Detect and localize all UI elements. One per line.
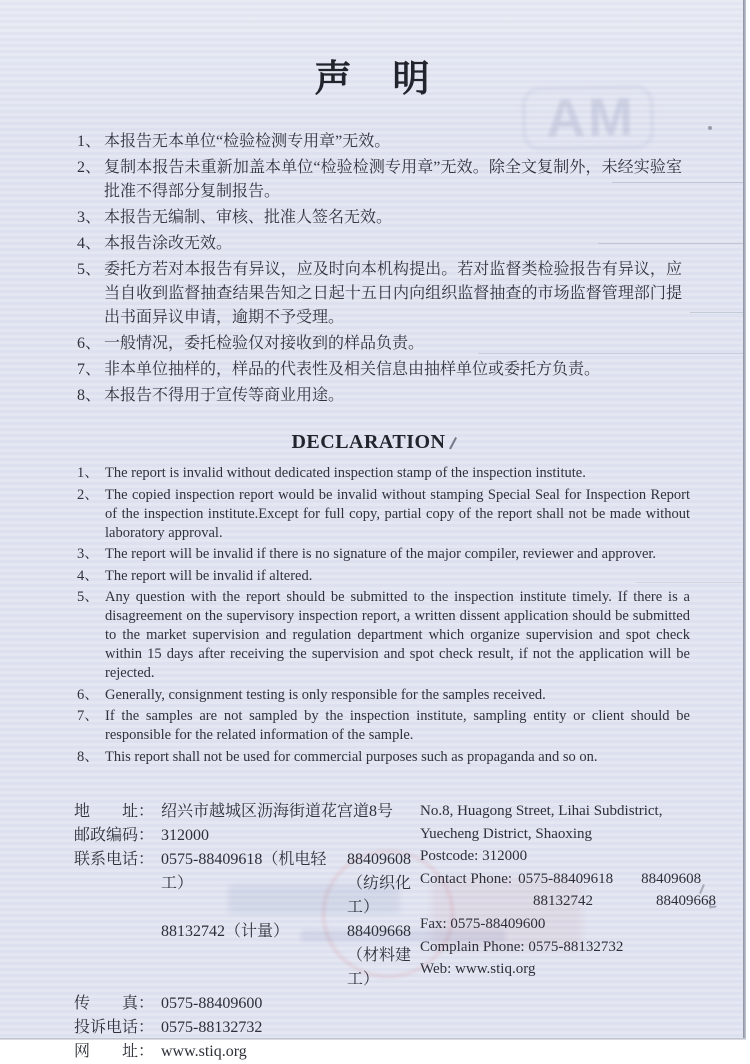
- item-text: 非本单位抽样的，样品的代表性及相关信息由抽样单位或委托方负责。: [104, 361, 601, 378]
- fax-label-cn: 传 真：: [74, 995, 155, 1012]
- postcode-value-cn: 312000: [161, 827, 209, 844]
- phone-label-en: Contact Phone:: [420, 870, 513, 887]
- scan-edge-bottom: [0, 1038, 746, 1040]
- fax-row-cn: [74, 992, 420, 1016]
- declaration-list-cn: [0, 130, 746, 408]
- phone-3-en: 88132742: [533, 893, 593, 910]
- item-number: 4、: [77, 567, 99, 584]
- item-text: 复制本报告未重新加盖本单位“检验检测专用章”无效。除全文复制外，未经实验室批准不得部分复制报告。: [104, 159, 682, 200]
- complaint-row-cn: [74, 1016, 420, 1040]
- phone-line-1: [161, 848, 420, 920]
- item-text: 委托方若对本报告有异议，应及时向本机构提出。若对监督类检验报告有异议，应当自收到监督抽查结果告知之日起十五日内向组织监督抽查的市场监督管理部门提出书面异议申请，逾期不予受理。: [104, 261, 682, 326]
- item-number: 8、: [77, 748, 99, 765]
- item-number: 6、: [77, 335, 102, 352]
- en-item-1: [77, 464, 690, 483]
- en-item-7: [77, 707, 690, 745]
- address-value-cn: 绍兴市越城区沥海街道花宫道8号: [161, 803, 394, 820]
- declaration-title-cn: 声 明: [314, 59, 432, 100]
- item-text: 本报告无本单位“检验检测专用章”无效。: [104, 133, 391, 150]
- en-item-5: [77, 588, 690, 683]
- declaration-title-en-text: DECLARATION: [291, 431, 446, 453]
- item-text: Generally, consignment testing is only responsible for the samples received.: [105, 686, 546, 703]
- phone-label-cn: 联系电话：: [74, 851, 155, 868]
- item-text: The report will be invalid if altered.: [105, 567, 313, 584]
- phone-4-en: 88409668: [656, 893, 716, 910]
- phone-material-constr: 88409668（材料建工）: [347, 923, 412, 988]
- phone-row-cn: [74, 848, 420, 992]
- phone-textile-chem: 88409608（纺织化工）: [347, 851, 412, 916]
- phone-mech-light: 0575-88409618（机电轻工）: [161, 851, 327, 892]
- declaration-title-en: [0, 430, 746, 454]
- contact-block-cn: [74, 800, 420, 1064]
- item-number: 6、: [77, 686, 99, 703]
- pen-mark: [449, 437, 457, 449]
- item-number: 1、: [77, 465, 99, 481]
- en-item-2: [77, 486, 690, 543]
- cn-item-3: [77, 206, 682, 230]
- address-row-cn: [74, 800, 420, 824]
- item-number: 8、: [77, 387, 102, 404]
- phone-1-en: 0575-88409618: [518, 870, 614, 887]
- en-item-8: [77, 748, 690, 767]
- phone-grid-cn: [161, 848, 420, 992]
- en-item-3: [77, 545, 690, 564]
- cn-item-1: [77, 130, 682, 154]
- item-text: 本报告不得用于宣传等商业用途。: [104, 387, 345, 404]
- item-number: 2、: [77, 486, 99, 503]
- web-en: Web: www.stiq.org: [420, 961, 536, 978]
- en-item-4: [77, 567, 690, 586]
- contact-block-en: [420, 800, 746, 1064]
- web-row-cn: [74, 1040, 420, 1064]
- item-text: If the samples are not sampled by the inspection institute, sampling entity or client should be responsible for the related information of the sample.: [105, 708, 690, 743]
- address-label-cn: 地 址：: [74, 803, 155, 820]
- item-number: 7、: [77, 708, 99, 724]
- item-number: 3、: [77, 209, 102, 226]
- phone-line-1-en: [420, 868, 746, 891]
- contact-footer: [0, 800, 746, 1064]
- item-text: The copied inspection report would be invalid without stamping Special Seal for Inspection Report of the inspection institute.Except for full copy, partial copy of the report shall not be made without laboratory approval.: [105, 486, 690, 541]
- item-number: 2、: [77, 159, 102, 176]
- complaint-value-cn: 0575-88132732: [161, 1019, 263, 1036]
- address-line2-en: Yuecheng District, Shaoxing: [420, 825, 593, 842]
- item-text: 一般情况，委托检验仅对接收到的样品负责。: [104, 335, 425, 352]
- scan-artifact-line: [690, 312, 744, 313]
- cn-item-6: [77, 332, 682, 356]
- web-label-cn: 网 址：: [74, 1043, 155, 1060]
- postcode-en: Postcode: 312000: [420, 848, 528, 865]
- item-number: 5、: [77, 589, 99, 605]
- item-text: 本报告涂改无效。: [104, 235, 233, 252]
- item-number: 5、: [77, 261, 102, 278]
- en-item-6: [77, 686, 690, 705]
- item-number: 1、: [77, 133, 102, 150]
- cn-item-7: [77, 358, 682, 382]
- cn-item-5: [77, 258, 682, 330]
- declaration-list-en: [0, 464, 746, 767]
- item-text: 本报告无编制、审核、批准人签名无效。: [104, 209, 393, 226]
- cn-item-4: [77, 232, 682, 256]
- postcode-row-cn: [74, 824, 420, 848]
- item-text: This report shall not be used for commercial purposes such as propaganda and so on.: [105, 748, 598, 765]
- postcode-label-cn: 邮政编码：: [74, 827, 155, 844]
- item-number: 3、: [77, 546, 99, 562]
- address-line1-en: No.8, Huagong Street, Lihai Subdistrict,: [420, 803, 663, 819]
- phone-line-2: [161, 920, 420, 992]
- item-number: 7、: [77, 361, 102, 378]
- item-text: Any question with the report should be submitted to the inspection institute timely. If there is a disagreement on the supervisory inspection report, a written dissent application should be submitted to the market supervision and regulation department which organize supervision and spot check within 15 days after receiving the supervision and spot check result, if not the application will be rejected.: [105, 589, 690, 681]
- fax-value-cn: 0575-88409600: [161, 995, 263, 1012]
- phone-metrology: 88132742（计量）: [161, 923, 290, 940]
- cn-item-2: [77, 156, 682, 204]
- item-text: The report is invalid without dedicated inspection stamp of the inspection institute.: [105, 465, 586, 481]
- fax-en: Fax: 0575-88409600: [420, 915, 546, 932]
- complaint-label-cn: 投诉电话：: [74, 1019, 155, 1036]
- scan-edge-right: [743, 0, 746, 1040]
- phone-2-en: 88409608: [641, 870, 702, 887]
- item-text: The report will be invalid if there is no signature of the major compiler, reviewer and approver.: [105, 546, 657, 562]
- complaint-en: Complain Phone: 0575-88132732: [420, 938, 624, 955]
- phone-line-2-en: [420, 890, 746, 913]
- web-value-cn: www.stiq.org: [161, 1043, 247, 1060]
- cn-item-8: [77, 384, 682, 408]
- scan-speck: [708, 126, 712, 130]
- cma-logo-bleedthrough-watermark: MA: [521, 85, 654, 151]
- item-number: 4、: [77, 235, 102, 252]
